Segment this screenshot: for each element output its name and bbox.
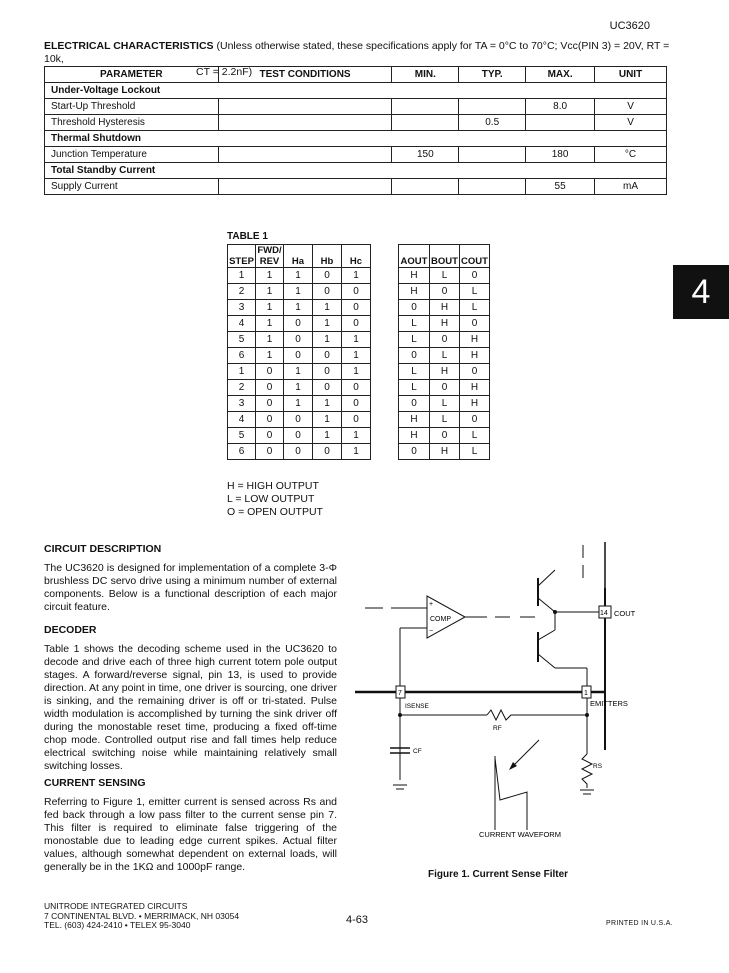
table-cell: 0 [256,380,284,396]
table-cell: 1 [284,364,313,380]
upper-transistor-emitter [538,598,555,612]
col-parameter: PARAMETER [45,67,219,83]
upper-transistor-collector [538,570,555,586]
th-cout: COUT [460,245,490,268]
table-cell: 0 [284,412,313,428]
table-cell: 0 [256,444,284,460]
section-row [45,131,667,147]
cell-unit: mA [595,179,667,195]
th-ha: Ha [284,245,313,268]
cell-min [392,179,459,195]
cell-cond [218,179,392,195]
table-cell: 1 [342,268,371,284]
circuit-description-text: The UC3620 is designed for implementation of a complete 3-Φ brushless DC servo drive using a minimum number of external components. Below is a functional description of each major circuit feature. [44,562,337,613]
table-cell: 0 [284,332,313,348]
table-cell: 0 [460,268,490,284]
table-cell: 1 [313,428,342,444]
table-cell: H [460,332,490,348]
cell-unit: V [595,115,667,131]
footer-company: UNITRODE INTEGRATED CIRCUITS [44,901,188,911]
table-cell: 1 [313,396,342,412]
current-sensing-heading: CURRENT SENSING [44,777,146,789]
emitters-label: EMITTERS [590,699,628,708]
table-cell: 0 [313,444,342,460]
th-hb: Hb [313,245,342,268]
table-cell: 0 [342,380,371,396]
comp-minus: − [429,628,434,635]
cf-label: CF [413,748,422,755]
table-cell: H [399,412,430,428]
table-cell: L [399,364,430,380]
table-cell: 0 [430,332,460,348]
table-cell: 0 [399,300,430,316]
table-cell: 1 [313,332,342,348]
cell-typ [459,99,526,115]
col-typ: TYP. [459,67,526,83]
section-uvlo: Under-Voltage Lockout [45,83,667,99]
legend-low: L = LOW OUTPUT [227,493,315,505]
table-cell: H [460,396,490,412]
table-cell: L [399,380,430,396]
table-cell: H [430,300,460,316]
gap-cell [371,428,399,444]
pin14-label: 14 [600,610,608,617]
table-cell: L [460,284,490,300]
table-cell: 0 [284,428,313,444]
table-cell: 0 [342,316,371,332]
section-standby: Total Standby Current [45,163,667,179]
table-row [45,179,667,195]
table-cell: 6 [228,348,256,364]
table-cell: 5 [228,428,256,444]
col-unit: UNIT [595,67,667,83]
table-row [228,396,490,412]
table-cell: 0 [313,364,342,380]
waveform-arrow [513,740,539,766]
rf-resistor [487,710,587,720]
table-cell: H [430,364,460,380]
cell-typ [459,179,526,195]
table-cell: 0 [342,396,371,412]
cell-param: Start-Up Threshold [45,99,219,115]
table-cell: H [460,380,490,396]
table-cell: 4 [228,316,256,332]
table-cell: L [460,444,490,460]
gap-cell [371,444,399,460]
lower-transistor-emitter [538,654,555,668]
table-row [228,332,490,348]
legend-high: H = HIGH OUTPUT [227,480,319,492]
table-cell: 1 [284,380,313,396]
junction-dot [553,610,557,614]
table-row [228,428,490,444]
decoder-text: Table 1 shows the decoding scheme used in the UC3620 to decode and drive each of three high current totem pole output stages. A forward/reverse signal, pin 13, is used to provide direction. At any point in time, one driver is sourcing, one driver is sinking, and the remaining driver is off or tri-stated. Pulse width modulation is accomplished by turning the sink driver off during the monostable reset time, producing a fixed off-time chop mode. Controlled output rise and fall times help reduce electrical switching noise while maintaining relatively small switching losses. [44,643,337,772]
cell-typ [459,147,526,163]
gap-cell [371,300,399,316]
junction-dot [585,713,589,717]
gap-cell [371,396,399,412]
table-row [228,364,490,380]
comp-label: COMP [430,616,451,623]
decoding-table [227,244,490,460]
gap-cell [371,412,399,428]
table1-title: TABLE 1 [227,231,268,242]
footer-address [44,902,239,931]
table-cell: 1 [342,332,371,348]
table-cell: 1 [342,444,371,460]
table-row [45,99,667,115]
pin1-label: 1 [584,690,588,697]
cell-param: Threshold Hysteresis [45,115,219,131]
table-cell: 0 [399,348,430,364]
table-cell: 1 [313,300,342,316]
footer-street: 7 CONTINENTAL BLVD. • MERRIMACK, NH 03054 [44,910,240,921]
table-cell: 5 [228,332,256,348]
cell-typ: 0.5 [459,115,526,131]
section-thermal: Thermal Shutdown [45,131,667,147]
cell-max: 8.0 [526,99,595,115]
gap-cell [371,268,399,284]
table-header-row [45,67,667,83]
part-number: UC3620 [609,20,650,32]
table-cell: 1 [284,396,313,412]
cell-cond [218,147,392,163]
table-cell: H [399,268,430,284]
table-row [228,300,490,316]
table-cell: 0 [313,268,342,284]
figure-caption: Figure 1. Current Sense Filter [428,869,569,880]
table-cell: 0 [342,284,371,300]
table-cell: L [399,316,430,332]
cell-max [526,115,595,131]
table-cell: 0 [313,348,342,364]
cell-unit: °C [595,147,667,163]
table-row [228,348,490,364]
cell-unit: V [595,99,667,115]
rf-label: RF [493,725,502,732]
table-cell: 1 [256,316,284,332]
table-cell: 0 [430,284,460,300]
table-cell: 1 [256,348,284,364]
table-cell: 4 [228,412,256,428]
table1-legend [227,480,323,519]
cout-label: COUT [614,609,636,618]
table-cell: 0 [256,396,284,412]
gap-cell [371,332,399,348]
gap-cell [371,348,399,364]
table-cell: H [460,348,490,364]
cell-min [392,115,459,131]
table-row [228,316,490,332]
table-cell: L [430,412,460,428]
junction-dot [398,713,402,717]
table-cell: 0 [430,428,460,444]
gap-cell [371,284,399,300]
table-cell: 0 [313,284,342,300]
th-aout: AOUT [399,245,430,268]
cell-max: 180 [526,147,595,163]
section-tab: 4 [673,265,729,319]
table-cell: 0 [460,364,490,380]
th-hc: Hc [342,245,371,268]
cell-max: 55 [526,179,595,195]
rs-label: RS [593,763,603,770]
cell-cond [218,115,392,131]
table-cell: 1 [256,300,284,316]
waveform-label: CURRENT WAVEFORM [479,830,561,839]
table-row [228,284,490,300]
electrical-characteristics-table [44,66,667,195]
cell-param: Supply Current [45,179,219,195]
elec-char-conditions-2: CT = 2.2nF) [196,66,253,78]
table-cell: 0 [284,348,313,364]
table-cell: H [399,284,430,300]
table-cell: 1 [228,268,256,284]
current-sense-filter-diagram [355,540,655,850]
table-cell: 1 [284,268,313,284]
table-cell: 1 [342,364,371,380]
th-fwd-rev: FWD/ REV [257,245,282,267]
th-bout: BOUT [430,245,460,268]
footer-phone: TEL. (603) 424-2410 • TELEX 95-3040 [44,920,191,930]
current-sensing-text: Referring to Figure 1, emitter current is sensed across Rs and fed back through a low pass filter to the current sense pin 7. This filter is required to eliminate false triggering of the monostable due to leading edge current spikes. Actual filter values, although somewhat dependent on external loads, will generally be in the 1KΩ and 1000pF range. [44,796,337,873]
gap-cell [371,364,399,380]
table-cell: 1 [284,300,313,316]
table-cell: 1 [256,268,284,284]
table-cell: 3 [228,396,256,412]
table-cell: H [430,316,460,332]
table-row [45,147,667,163]
section-row [45,83,667,99]
table-cell: L [430,348,460,364]
table-cell: 1 [342,428,371,444]
table-row [228,268,490,284]
table-cell: 1 [284,284,313,300]
table-cell: 0 [256,412,284,428]
table-cell: 1 [313,316,342,332]
elec-char-heading: ELECTRICAL CHARACTERISTICS [44,40,214,52]
table-cell: 0 [284,444,313,460]
table-cell: 0 [460,412,490,428]
th-step: STEP [228,245,256,268]
table-cell: 0 [256,428,284,444]
cell-min: 150 [392,147,459,163]
table-cell: 0 [399,396,430,412]
table-cell: 0 [342,300,371,316]
section-row [45,163,667,179]
decoder-heading: DECODER [44,624,97,636]
col-test-conditions: TEST CONDITIONS [218,67,392,83]
table-row [228,444,490,460]
comp-plus: + [429,601,434,608]
table-cell: 1 [228,364,256,380]
table-cell: L [399,332,430,348]
table-row [45,115,667,131]
table-cell: 1 [342,348,371,364]
circuit-description-heading: CIRCUIT DESCRIPTION [44,543,162,555]
th-gap [371,245,399,268]
table-cell: 3 [228,300,256,316]
table-cell: L [460,300,490,316]
table-cell: 1 [256,332,284,348]
table-cell: 0 [460,316,490,332]
gap-cell [371,316,399,332]
lower-transistor-collector [538,630,555,640]
printed-in: PRINTED IN U.S.A. [606,920,673,927]
col-max: MAX. [526,67,595,83]
table-cell: 0 [399,444,430,460]
table-cell: 0 [284,316,313,332]
table-cell: 2 [228,284,256,300]
page-number: 4-63 [346,914,369,926]
table-row [228,412,490,428]
table-cell: L [430,396,460,412]
table-cell: 0 [342,412,371,428]
cell-param: Junction Temperature [45,147,219,163]
cell-min [392,99,459,115]
table-cell: H [430,444,460,460]
elec-char-conditions: (Unless otherwise stated, these specifications apply for TA = 0°C to 70°C; Vcc(PIN 3) = 20V, RT = 10k, [44,40,670,65]
table-row [228,380,490,396]
table-cell: L [430,268,460,284]
cell-cond [218,99,392,115]
pin7-label: 7 [398,690,402,697]
table-cell: 0 [430,380,460,396]
table-cell: H [399,428,430,444]
isense-label: ISENSE [405,703,429,710]
table-cell: 6 [228,444,256,460]
table-cell: 1 [313,412,342,428]
table-cell: 0 [256,364,284,380]
table-cell: 1 [256,284,284,300]
legend-open: O = OPEN OUTPUT [227,506,323,518]
table-cell: L [460,428,490,444]
table-cell: 2 [228,380,256,396]
rs-resistor [582,754,592,788]
gap-cell [371,380,399,396]
table-cell: 0 [313,380,342,396]
table1-header-row [228,245,490,268]
col-min: MIN. [392,67,459,83]
